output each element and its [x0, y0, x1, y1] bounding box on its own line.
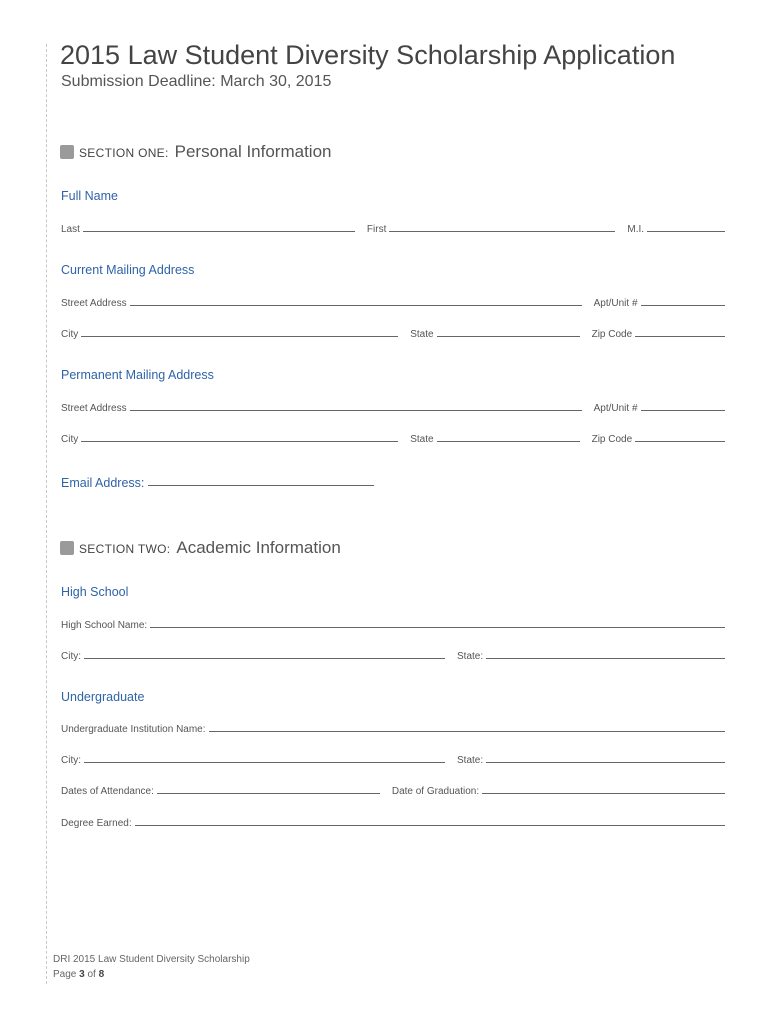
- undergrad-institution-field[interactable]: [209, 731, 725, 732]
- first-name-label: First: [366, 224, 387, 235]
- page-number: [53, 967, 250, 982]
- undergrad-dates-row: [61, 781, 725, 797]
- undergrad-state-field[interactable]: [486, 762, 725, 763]
- apt-unit-label: Apt/Unit #: [593, 403, 638, 414]
- page-footer: [53, 952, 250, 982]
- last-name-field[interactable]: [83, 231, 355, 232]
- full-name-heading: Full Name: [61, 189, 118, 203]
- current-apt-field[interactable]: [641, 305, 725, 306]
- email-field[interactable]: [148, 485, 374, 486]
- state-label: State:: [457, 651, 484, 662]
- permanent-street-row: [61, 398, 725, 414]
- city-label: City: [61, 434, 79, 445]
- degree-row: [61, 813, 725, 829]
- dates-attendance-field[interactable]: [157, 793, 380, 794]
- current-street-field[interactable]: [130, 305, 582, 306]
- high-school-name-label: High School Name:: [61, 620, 148, 631]
- city-label: City: [61, 329, 79, 340]
- dates-attendance-label: Dates of Attendance:: [61, 786, 154, 797]
- state-label: State:: [457, 755, 484, 766]
- degree-earned-field[interactable]: [135, 825, 725, 826]
- email-row: [61, 472, 374, 490]
- section-two-title: Academic Information: [176, 538, 341, 557]
- high-school-city-row: [61, 646, 725, 662]
- page-total: 8: [98, 969, 105, 980]
- high-school-city-field[interactable]: [84, 658, 445, 659]
- page-current: 3: [79, 969, 85, 980]
- street-address-label: Street Address: [61, 403, 127, 414]
- section-bullet-icon: [60, 145, 74, 159]
- margin-rule: [46, 44, 47, 984]
- current-city-field[interactable]: [81, 336, 398, 337]
- undergrad-city-row: [61, 750, 725, 766]
- graduation-date-label: Date of Graduation:: [391, 786, 480, 797]
- undergrad-name-row: [61, 719, 725, 735]
- middle-initial-field[interactable]: [647, 231, 725, 232]
- current-zip-field[interactable]: [635, 336, 725, 337]
- zip-code-label: Zip Code: [591, 329, 633, 340]
- section-one-title: Personal Information: [174, 142, 332, 161]
- city-label: City:: [61, 755, 81, 766]
- graduation-date-field[interactable]: [482, 793, 725, 794]
- permanent-city-row: [61, 429, 725, 445]
- permanent-street-field[interactable]: [130, 410, 582, 411]
- undergraduate-heading: Undergraduate: [61, 690, 145, 704]
- permanent-city-field[interactable]: [81, 441, 398, 442]
- undergrad-city-field[interactable]: [84, 762, 445, 763]
- page-title: 2015 Law Student Diversity Scholarship Application: [60, 40, 676, 70]
- degree-earned-label: Degree Earned:: [61, 818, 132, 829]
- full-name-row: [61, 219, 725, 235]
- current-address-heading: Current Mailing Address: [61, 263, 195, 277]
- permanent-apt-field[interactable]: [641, 410, 725, 411]
- street-address-label: Street Address: [61, 298, 127, 309]
- email-label: Email Address:: [61, 476, 145, 490]
- high-school-heading: High School: [61, 585, 129, 599]
- section-one-header: [60, 142, 332, 166]
- section-two-header: [60, 538, 341, 562]
- permanent-zip-field[interactable]: [635, 441, 725, 442]
- permanent-address-heading: Permanent Mailing Address: [61, 368, 214, 382]
- first-name-field[interactable]: [389, 231, 615, 232]
- page-of: of: [87, 969, 96, 980]
- state-label: State: [410, 329, 434, 340]
- zip-code-label: Zip Code: [591, 434, 633, 445]
- city-label: City:: [61, 651, 81, 662]
- high-school-name-row: [61, 615, 725, 631]
- last-name-label: Last: [61, 224, 80, 235]
- state-label: State: [410, 434, 434, 445]
- current-state-field[interactable]: [437, 336, 580, 337]
- undergrad-institution-label: Undergraduate Institution Name:: [61, 724, 206, 735]
- high-school-state-field[interactable]: [486, 658, 725, 659]
- high-school-name-field[interactable]: [150, 627, 725, 628]
- section-one-label: SECTION ONE:: [79, 146, 169, 160]
- section-two-label: SECTION TWO:: [79, 542, 171, 556]
- current-street-row: [61, 293, 725, 309]
- apt-unit-label: Apt/Unit #: [593, 298, 638, 309]
- section-bullet-icon: [60, 541, 74, 555]
- submission-deadline: Submission Deadline: March 30, 2015: [61, 73, 332, 90]
- footer-scholarship-name: DRI 2015 Law Student Diversity Scholarship: [53, 954, 250, 965]
- current-city-row: [61, 324, 725, 340]
- permanent-state-field[interactable]: [437, 441, 580, 442]
- page-word: Page: [53, 969, 77, 980]
- middle-initial-label: M.I.: [627, 224, 645, 235]
